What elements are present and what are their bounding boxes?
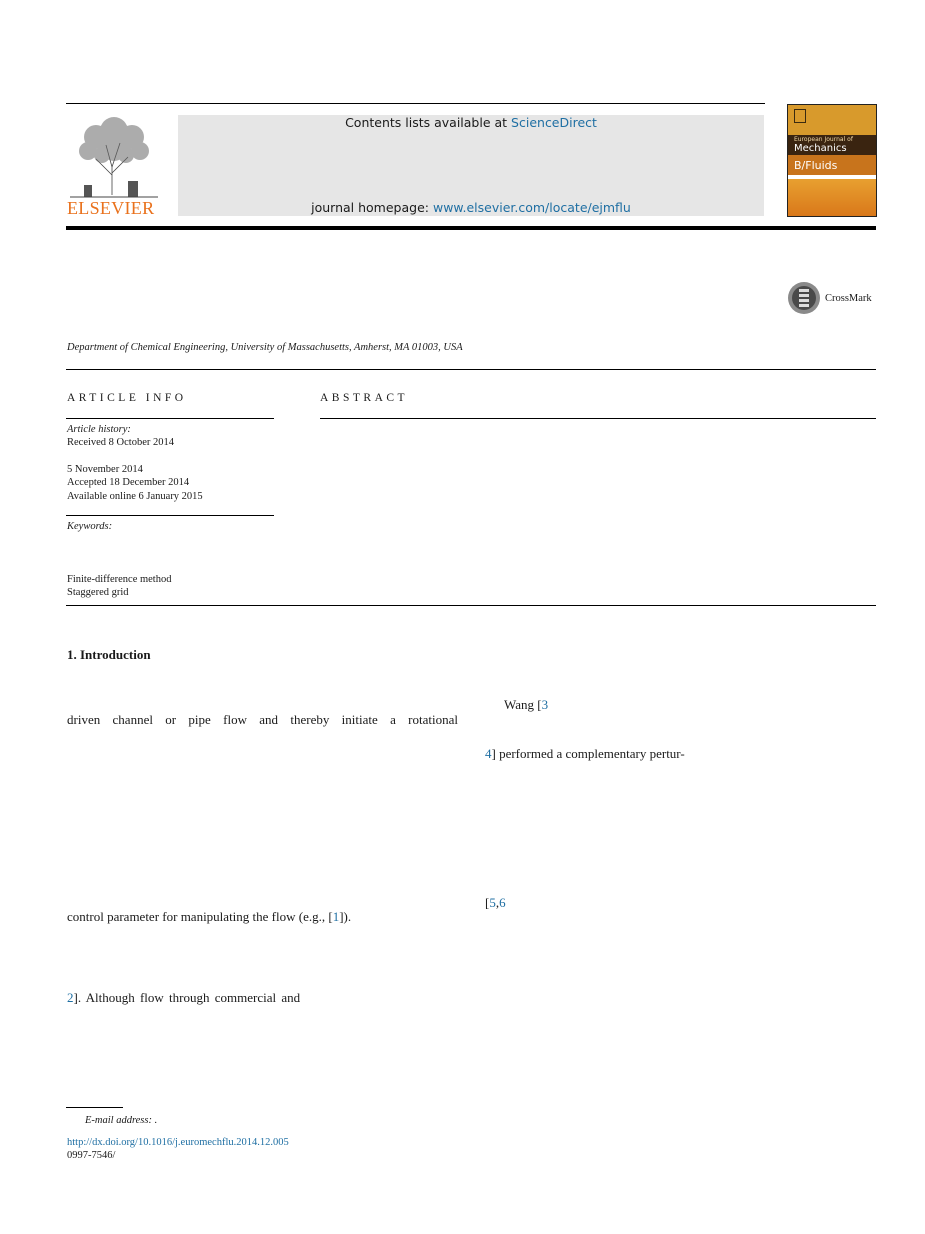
citation-link[interactable]: 4 [485,746,492,761]
abstract-heading: ABSTRACT [320,392,409,404]
article-info-top-rule [66,369,876,370]
left-col-line [67,990,300,1006]
body-text: driven channel or pipe flow and thereby initiate a rotational [67,712,458,727]
journal-homepage-link[interactable]: www.elsevier.com/locate/ejmflu [432,200,631,215]
keyword-item: Finite-difference method [67,574,172,585]
affiliation: Department of Chemical Engineering, University of Massachusetts, Amherst, MA 01003, USA [67,342,463,353]
body-text: ] performed a complementary pertur- [491,746,685,761]
online-date: Available online 6 January 2015 [67,491,203,502]
contents-prefix: Contents lists available at [345,115,512,130]
received-date: Received 8 October 2014 [67,437,175,448]
body-text: ]). [339,909,352,924]
body-text: Wang [ [504,697,542,712]
cover-line3: B/Fluids [794,159,838,172]
email-footnote: E-mail address: . [85,1115,158,1126]
citation-link[interactable]: 1 [332,909,340,924]
cover-line1: European Journal of [794,136,853,143]
right-col-line [485,895,506,911]
crossmark-badge[interactable] [787,281,877,315]
issn-line: 0997-7546/ [67,1150,116,1161]
article-info-heading: ARTICLE INFO [67,392,187,404]
revised-date: 5 November 2014 [67,464,143,475]
right-col-line [504,697,548,713]
left-col-line [67,909,351,925]
body-text: ]. Although flow through commercial and [73,990,301,1005]
abstract-heading-rule [320,418,876,419]
right-col-line [485,746,685,762]
body-text: [ [485,895,490,910]
accepted-date: Accepted 18 December 2014 [67,477,190,488]
elsevier-logo [66,115,161,217]
citation-link[interactable]: 6 [499,895,506,910]
cover-bottom-band [788,179,876,216]
citation-link[interactable]: 2 [67,990,74,1005]
header-top-rule [66,103,765,104]
homepage-prefix: journal homepage: [311,200,433,215]
body-text: , [495,895,500,910]
footnote-rule [66,1107,123,1108]
cover-emblem [794,109,806,123]
journal-homepage-line [178,200,764,215]
section-heading: 1. Introduction [67,647,151,662]
cover-line2: Mechanics [794,143,847,154]
citation-link[interactable]: 5 [489,895,496,910]
contents-available-line [178,115,764,130]
abstract-bottom-rule [66,605,876,606]
keywords-label: Keywords: [67,521,113,532]
doi-link[interactable]: http://dx.doi.org/10.1016/j.euromechflu.2014.12.005 [67,1137,289,1148]
article-history-label: Article history: [67,424,131,435]
left-col-line [67,712,458,728]
crossmark-icon [787,281,821,315]
sciencedirect-link[interactable]: ScienceDirect [511,115,597,130]
article-info-heading-rule [66,418,274,419]
keyword-item: Staggered grid [67,587,129,598]
publisher-name: ELSEVIER [67,198,155,218]
citation-link[interactable]: 3 [541,697,549,712]
body-text: control parameter for manipulating the flow (e.g., [ [67,909,333,924]
crossmark-label: CrossMark [825,293,872,304]
header-thick-rule [66,226,876,230]
keywords-rule [66,515,274,516]
journal-cover [787,104,877,217]
